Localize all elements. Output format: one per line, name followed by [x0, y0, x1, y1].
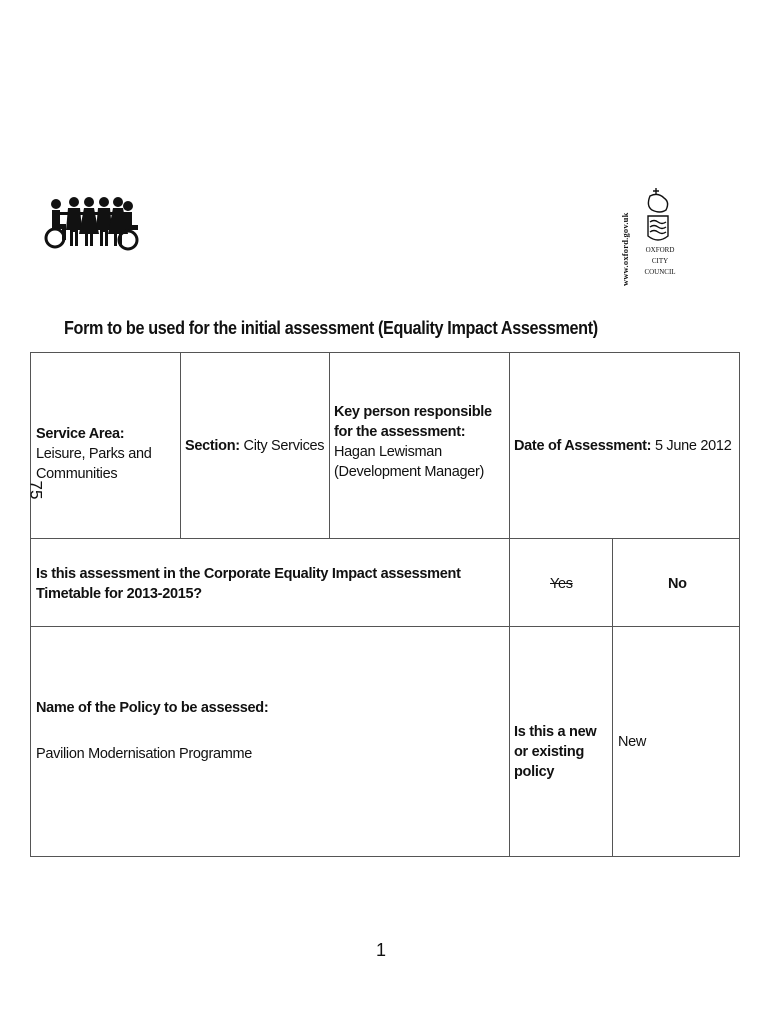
new-existing-question: Is this a new or existing policy [514, 724, 597, 780]
yes-option: Yes [550, 576, 573, 592]
form-title: Form to be used for the initial assessment (Equality Impact Assessment) [64, 318, 598, 338]
service-area-cell [36, 424, 176, 484]
key-person-cell [334, 402, 506, 482]
side-page-number: 75 [26, 480, 46, 500]
row-divider [30, 626, 740, 627]
section-value: City Services [243, 438, 325, 454]
new-existing-answer: New [618, 734, 647, 750]
service-area-label: Service Area: [36, 426, 125, 442]
policy-label: Name of the Policy to be assessed: [36, 700, 269, 716]
council-name: OXFORD CITY COUNCIL [644, 246, 676, 276]
ox-crest-icon [640, 186, 676, 244]
key-person-value: Hagan Lewisman (Development Manager) [334, 444, 485, 480]
policy-value: Pavilion Modernisation Programme [36, 746, 253, 762]
timetable-question: Is this assessment in the Corporate Equality Impact assessment Timetable for 2013-2015? [36, 566, 461, 602]
row-divider [30, 538, 740, 539]
section-cell [185, 436, 327, 456]
page-number: 1 [376, 940, 387, 960]
council-url: www.oxford.gov.uk [620, 212, 630, 286]
equality-people-icon [44, 196, 140, 252]
service-area-value: Leisure, Parks and Communities [36, 446, 152, 482]
col-divider [180, 352, 181, 538]
date-cell [514, 436, 738, 456]
col-divider [509, 352, 510, 857]
date-value: 5 June 2012 [654, 438, 732, 454]
key-person-label: Key person responsible for the assessment: [334, 404, 492, 440]
no-option: No [668, 576, 687, 592]
col-divider [612, 538, 613, 857]
date-label: Date of Assessment: [514, 438, 652, 454]
section-label: Section: [185, 438, 240, 454]
col-divider [329, 352, 330, 538]
